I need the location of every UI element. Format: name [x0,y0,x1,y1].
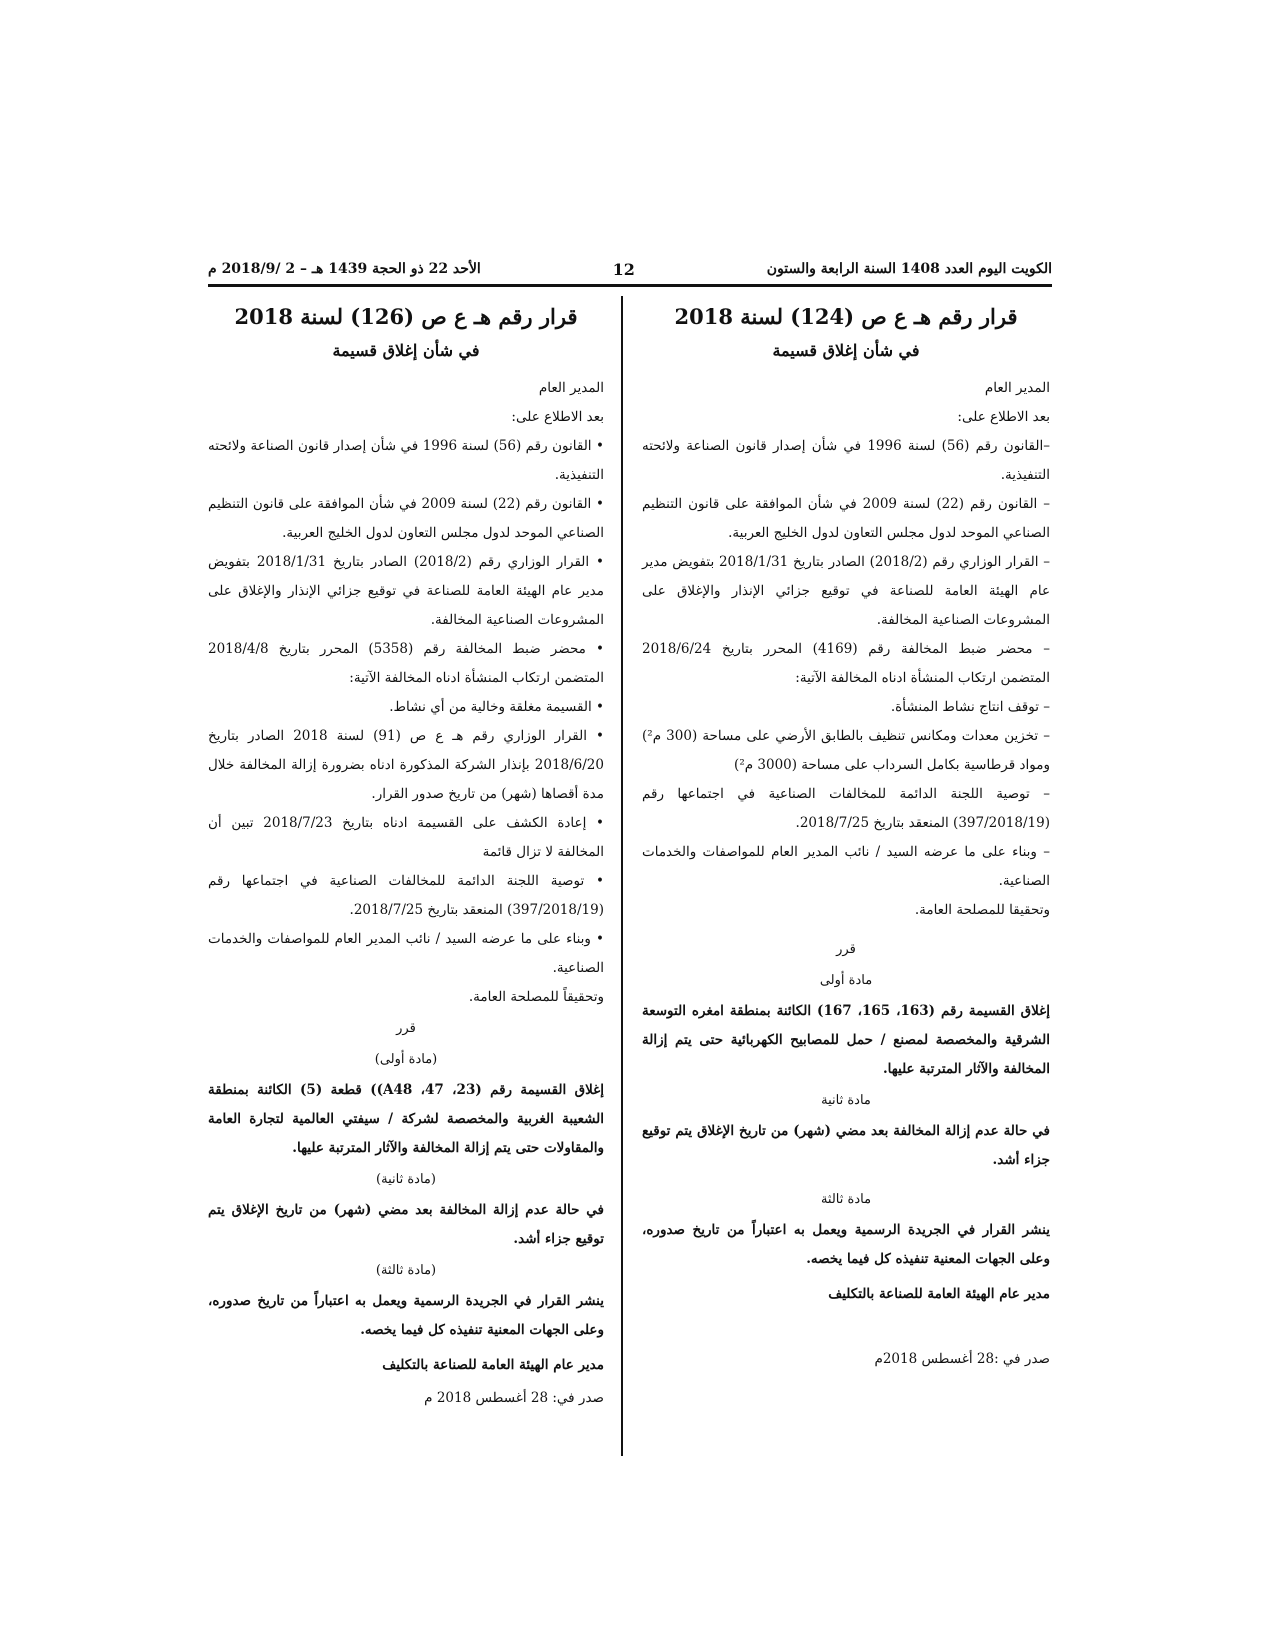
article-1-heading: مادة أولى [819,973,873,988]
issue-date: صدر في :28 أغسطس 2018م [874,1351,1050,1367]
page-number: 12 [612,259,635,279]
preamble-item: • القرار الوزاري رقم (2018/2) الصادر بتاريخ 2018/1/31 بتفويض مدير عام الهيئة العامة للصناعة في توقيع جزائي الإنذار والإغلاق على المشروعات الصناعية المخالفة. [208,554,604,628]
signature: مدير عام الهيئة العامة للصناعة بالتكليف [382,1357,604,1373]
director-label: المدير العام [984,380,1050,396]
preamble-item: • محضر ضبط المخالفة رقم (5358) المحرر بتاريخ 2018/4/8 المتضمن ارتكاب المنشأة ادناه المخالفة الآتية: [208,641,604,686]
preamble-item: • القانون رقم (22) لسنة 2009 في شأن الموافقة على قانون التنظيم الصناعي الموحد لدول مجلس التعاون لدول الخليج العربية. [208,496,604,541]
preamble-item: – وبناء على ما عرضه السيد / نائب المدير العام للمواصفات والخدمات الصناعية. [642,844,1050,889]
issue-date: صدر في: 28 أغسطس 2018 م [424,1390,604,1406]
preamble-item: – توقف انتاج نشاط المنشأة. [890,699,1050,715]
public-interest: وتحقيقاً للمصلحة العامة. [468,989,604,1005]
director-label: المدير العام [538,380,604,396]
article-1-text: إغلاق القسيمة رقم (23، 47، A48)) قطعة (5) الكائنة بمنطقة الشعيبة الغربية والمخصصة لشركة / سيفتي العالمية لتجارة العامة والمقاولات حتى يتم إزالة المخالفة والآثار المترتبة عليها. [208,1082,604,1156]
article-3-text: ينشر القرار في الجريدة الرسمية ويعمل به اعتباراً من تاريخ صدوره، وعلى الجهات المعنية تنفيذه كل فيما يخصه. [642,1222,1050,1267]
preamble-item: • القانون رقم (56) لسنة 1996 في شأن إصدار قانون الصناعة ولائحته التنفيذية. [208,438,604,483]
preamble-item: – القانون رقم (22) لسنة 2009 في شأن الموافقة على قانون التنظيم الصناعي الموحد لدول مجلس التعاون لدول الخليج العربية. [642,496,1050,541]
preamble-item: • القرار الوزاري رقم هـ ع ص (91) لسنة 2018 الصادر بتاريخ 2018/6/20 بإنذار الشركة المذكورة ادناه بضرورة إزالة المخالفة خلال مدة أقصاها (شهر) من تاريخ صدور القرار. [208,728,604,802]
article-2-heading: (مادة ثانية) [376,1172,436,1187]
preamble-item: –القانون رقم (56) لسنة 1996 في شأن إصدار قانون الصناعة ولائحته التنفيذية. [642,438,1050,483]
preamble-item: – محضر ضبط المخالفة رقم (4169) المحرر بتاريخ 2018/6/24 المتضمن ارتكاب المنشأة ادناه المخالفة الآتية: [642,641,1051,686]
page-header [208,256,1052,282]
preamble-item: – تخزين معدات ومكانس تنظيف بالطابق الأرضي على مساحة (300 م²) ومواد قرطاسية بكامل السرداب على مساحة (3000 م²) [642,728,1050,773]
decision-title: قرار رقم هـ ع ص (124) لسنة 2018 [674,304,1018,329]
article-3-text: ينشر القرار في الجريدة الرسمية ويعمل به اعتباراً من تاريخ صدوره، وعلى الجهات المعنية تنفيذه كل فيما يخصه. [208,1293,604,1338]
preamble-item: • إعادة الكشف على القسيمة ادناه بتاريخ 2018/7/23 تبين أن المخالفة لا تزال قائمة [208,815,604,860]
article-2-text: في حالة عدم إزالة المخالفة بعد مضي (شهر) من تاريخ الإغلاق يتم توقيع جزاء أشد. [208,1202,604,1247]
preamble-item: • القسيمة مغلقة وخالية من أي نشاط. [389,699,604,715]
header-rule [208,284,1052,287]
decision-title: قرار رقم هـ ع ص (126) لسنة 2018 [234,304,578,329]
header-publication: الكويت اليوم العدد 1408 السنة الرابعة والستون [766,261,1052,277]
preamble-item: – توصية اللجنة الدائمة للمخالفات الصناعية في اجتماعها رقم (397/2018/19) المنعقد بتاريخ 2018/7/25. [642,786,1050,831]
preamble-item: • توصية اللجنة الدائمة للمخالفات الصناعية في اجتماعها رقم (397/2018/19) المنعقد بتاريخ 2018/7/25. [208,873,604,918]
review-label: بعد الاطلاع على: [511,409,604,425]
decided-label: قرر [836,942,856,957]
article-3-heading: (مادة ثالثة) [375,1263,437,1278]
article-2-heading: مادة ثانية [821,1093,871,1108]
signature: مدير عام الهيئة العامة للصناعة بالتكليف [828,1286,1050,1302]
decision-subtitle: في شأن إغلاق قسيمة [332,341,480,360]
article-3-heading: مادة ثالثة [820,1192,872,1207]
article-2-text: في حالة عدم إزالة المخالفة بعد مضي (شهر) من تاريخ الإغلاق يتم توقيع جزاء أشد. [642,1123,1050,1168]
public-interest: وتحقيقا للمصلحة العامة. [914,902,1050,918]
article-1-heading: (مادة أولى) [374,1052,438,1067]
decision-126 [208,296,604,1413]
preamble-item: • وبناء على ما عرضه السيد / نائب المدير العام للمواصفات والخدمات الصناعية. [208,931,604,976]
column-divider [621,296,623,1456]
decision-subtitle: في شأن إغلاق قسيمة [772,341,920,360]
review-label: بعد الاطلاع على: [957,409,1050,425]
preamble-item: – القرار الوزاري رقم (2018/2) الصادر بتاريخ 2018/1/31 بتفويض مدير عام الهيئة العامة للصناعة في توقيع جزائي الإنذار والإغلاق على المشروعات الصناعية المخالفة. [642,554,1050,628]
article-1-text: إغلاق القسيمة رقم (163، 165، 167) الكائنة بمنطقة امغره التوسعة الشرقية والمخصصة لمصنع / حمل للمصابيح الكهربائية حتى يتم إزالة المخالفة والآثار المترتبة عليها. [642,1003,1050,1077]
header-date: الأحد 22 ذو الحجة 1439 هـ – 2 /2018/9 م [208,261,481,277]
decided-label: قرر [396,1021,416,1036]
decision-124 [642,296,1050,1374]
